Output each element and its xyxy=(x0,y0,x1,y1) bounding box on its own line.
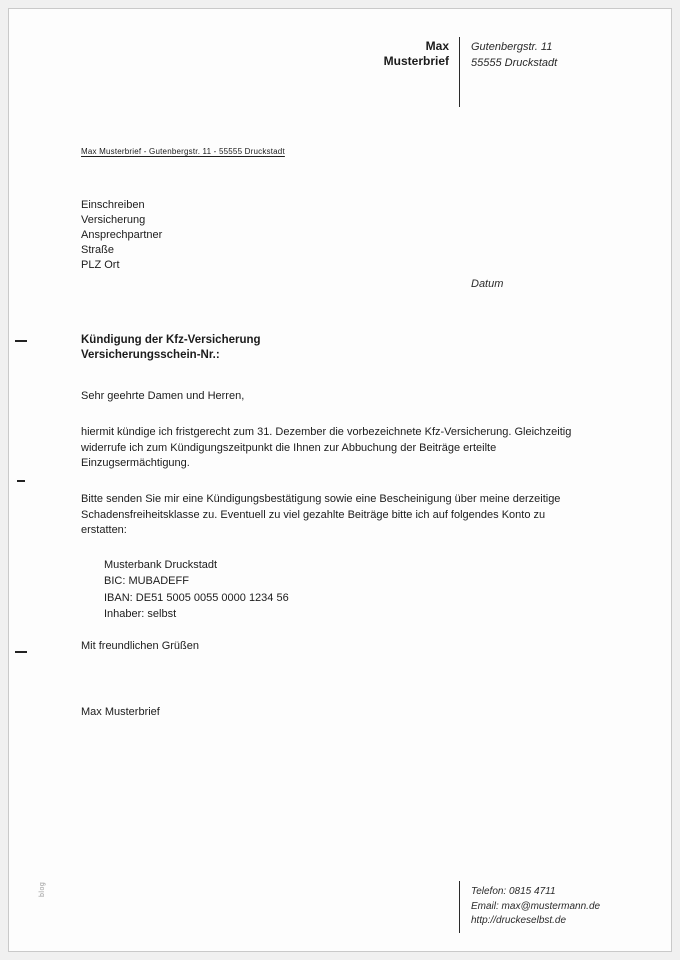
date-placeholder: Datum xyxy=(471,278,504,290)
recipient-line-city: PLZ Ort xyxy=(81,259,120,271)
sender-name xyxy=(384,39,449,69)
bank-name: Musterbank Druckstadt xyxy=(104,559,218,571)
return-address-line: Max Musterbrief - Gutenbergstr. 11 - 55555 Druckstadt xyxy=(81,147,285,156)
bank-details-block xyxy=(104,557,289,622)
contact-email: Email: max@mustermann.de xyxy=(471,900,601,912)
watermark-text: blog xyxy=(39,881,46,897)
sender-address xyxy=(471,39,557,71)
bank-bic: BIC: MUBADEFF xyxy=(104,575,189,588)
subject-line2: Versicherungsschein-Nr.: xyxy=(81,349,220,361)
contact-url: http://druckeselbst.de xyxy=(471,915,567,926)
subject-block xyxy=(81,333,261,363)
recipient-line-street: Straße xyxy=(81,244,115,256)
bank-iban: IBAN: DE51 5005 0055 0000 1234 56 xyxy=(104,591,289,604)
fold-mark-bottom xyxy=(15,651,27,653)
bank-holder: Inhaber: selbst xyxy=(104,607,177,620)
sender-street: Gutenbergstr. 11 xyxy=(471,41,553,53)
fold-mark-top xyxy=(15,340,27,342)
footer-divider-rule xyxy=(459,881,460,933)
recipient-line-company: Versicherung xyxy=(81,214,146,226)
header-divider-rule xyxy=(459,37,460,107)
body-paragraph-2: Bitte senden Sie mir eine Kündigungsbestätigung sowie eine Bescheinigung über meine derzeitige Schadensfreiheitsklasse zu. Eventuell zu viel gezahlte Beiträge bitte ich auf folgendes Konto zu erstatten: xyxy=(81,493,561,536)
footer-contact-block xyxy=(471,885,600,929)
body-paragraph-1: hiermit kündige ich fristgerecht zum 31. Dezember die vorbezeichnete Kfz-Versicherung. Gleichzeitig widerrufe ich zum Kündigungszeitpunkt die Ihnen zur Abbuchung der Beiträge erteilte Einzugsermächtigung. xyxy=(81,426,572,469)
recipient-line-contact: Ansprechpartner xyxy=(81,229,163,241)
salutation: Sehr geehrte Damen und Herren, xyxy=(81,390,245,402)
recipient-line-delivery: Einschreiben xyxy=(81,199,145,211)
sender-name-line1: Max xyxy=(425,39,449,53)
recipient-block xyxy=(81,198,162,273)
sender-name-line2: Musterbrief xyxy=(383,54,449,68)
sender-city: 55555 Druckstadt xyxy=(471,57,558,69)
contact-phone: Telefon: 0815 4711 xyxy=(471,886,556,897)
closing-formula: Mit freundlichen Grüßen xyxy=(81,640,199,652)
fold-mark-middle xyxy=(17,480,25,482)
letter-page xyxy=(8,8,672,952)
subject-line1: Kündigung der Kfz-Versicherung xyxy=(81,334,261,346)
signature-name: Max Musterbrief xyxy=(81,706,160,718)
